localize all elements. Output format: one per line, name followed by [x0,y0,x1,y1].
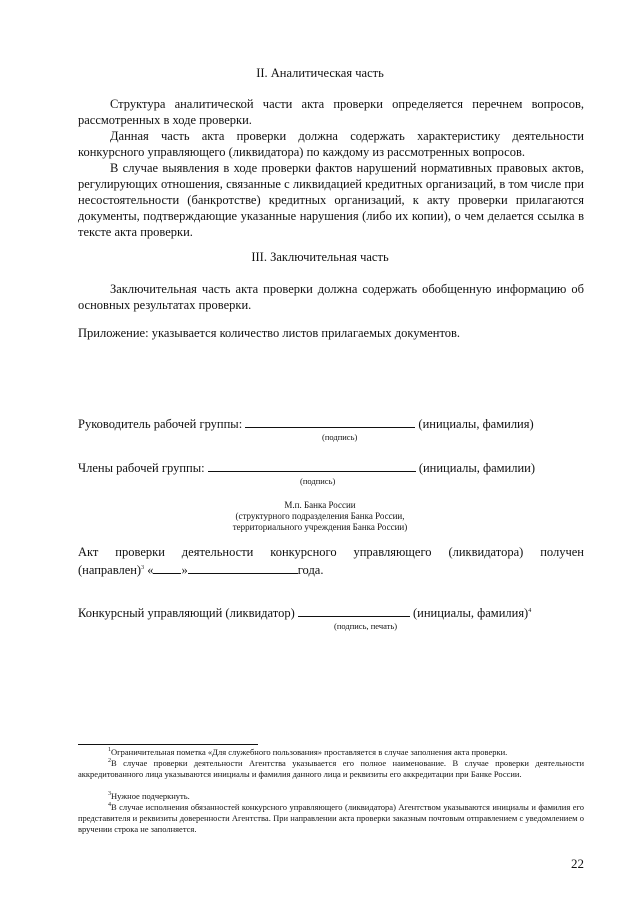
appendix-note: Приложение: указывается количество листов прилагаемых документов. [78,326,461,340]
manager-label: Конкурсный управляющий (ликвидатор) [78,606,295,620]
receipt-directed: (направлен) [78,563,142,577]
footnote-separator [78,744,258,745]
footnote-1: $^1$Ограничительная пометка «Для служебного пользования» проставляется в случае заполнения акта проверки. [108,747,508,757]
leader-signature-caption: (подпись) [322,432,358,442]
leader-signature-blank [245,416,415,428]
stamp-line-3: территориального учреждения Банка России) [232,522,408,532]
footnote-3: $^3$Нужное подчеркнуть. [108,791,190,801]
members-signature-line [78,460,535,476]
manager-signature-line [78,605,531,621]
receipt-line-1: Акт проверки деятельности конкурсного управляющего (ликвидатора) получен [78,545,584,559]
leader-label: Руководитель рабочей группы: [78,417,243,431]
receipt-year: года. [297,563,324,577]
stamp-line-1: М.п. Банка России [284,500,356,510]
section-2-heading: II. Аналитическая часть [256,66,384,80]
members-signature-blank [208,460,416,472]
members-label: Члены рабочей группы: [78,461,205,475]
members-suffix: (инициалы, фамилии) [418,461,536,475]
footnote-4: $^4$В случае исполнения обязанностей конкурсного управляющего (ликвидатора) Агентством указываются инициалы и фамилия его представителя и реквизиты доверенности Агентства. При направлении акта проверки заказным почтовым отправлением с уведомлением о вручении строка не заполняется. [78,802,584,834]
day-blank [153,562,181,574]
section-2-paragraph-3: В случае выявления в ходе проверки фактов нарушений нормативных правовых актов, регулирующих отношения, связанные с ликвидацией кредитных организаций, в том числе при несостоятельности (банкротстве) кредитных организаций, к акту проверки прилагаются документы, подтверждающие указанные нарушения (либо их копии), о чем делается ссылка в тексте акта проверки. [78,161,584,239]
quote-close: » [181,563,188,577]
page-number: 22 [571,856,584,871]
section-3-paragraph-1: Заключительная часть акта проверки должна содержать обобщенную информацию об основных результатах проверки. [78,282,584,312]
month-blank [188,562,298,574]
manager-signature-blank [298,605,410,617]
footnote-2: $^2$В случае проверки деятельности Агентства указывается его полное наименование. В случае проверки деятельности аккредитованного лица указываются инициалы и фамилия данного лица и реквизиты его аккредитации при Банке России. [78,758,584,779]
section-3-heading: III. Заключительная часть [251,250,389,264]
footnote-ref-3: 3 [141,564,145,571]
members-signature-caption: (подпись) [300,476,336,486]
leader-signature-line [78,416,534,432]
leader-suffix: (инициалы, фамилия) [418,417,534,431]
stamp-line-2: (структурного подразделения Банка России, [235,511,405,521]
quote-open: « [147,563,154,577]
section-2-paragraph-1: Структура аналитической части акта проверки определяется перечнем вопросов, рассмотренных в ходе проверки. [78,97,584,127]
receipt-line-2 [78,562,323,578]
manager-signature-caption: (подпись, печать) [334,621,398,631]
footnote-ref-4: 4 [528,607,532,614]
stamp-block [0,500,640,533]
manager-suffix: (инициалы, фамилия) [412,606,529,620]
section-2-paragraph-2: Данная часть акта проверки должна содержать характеристику деятельности конкурсного управляющего (ликвидатора) по каждому из рассмотренных вопросов. [78,129,584,159]
